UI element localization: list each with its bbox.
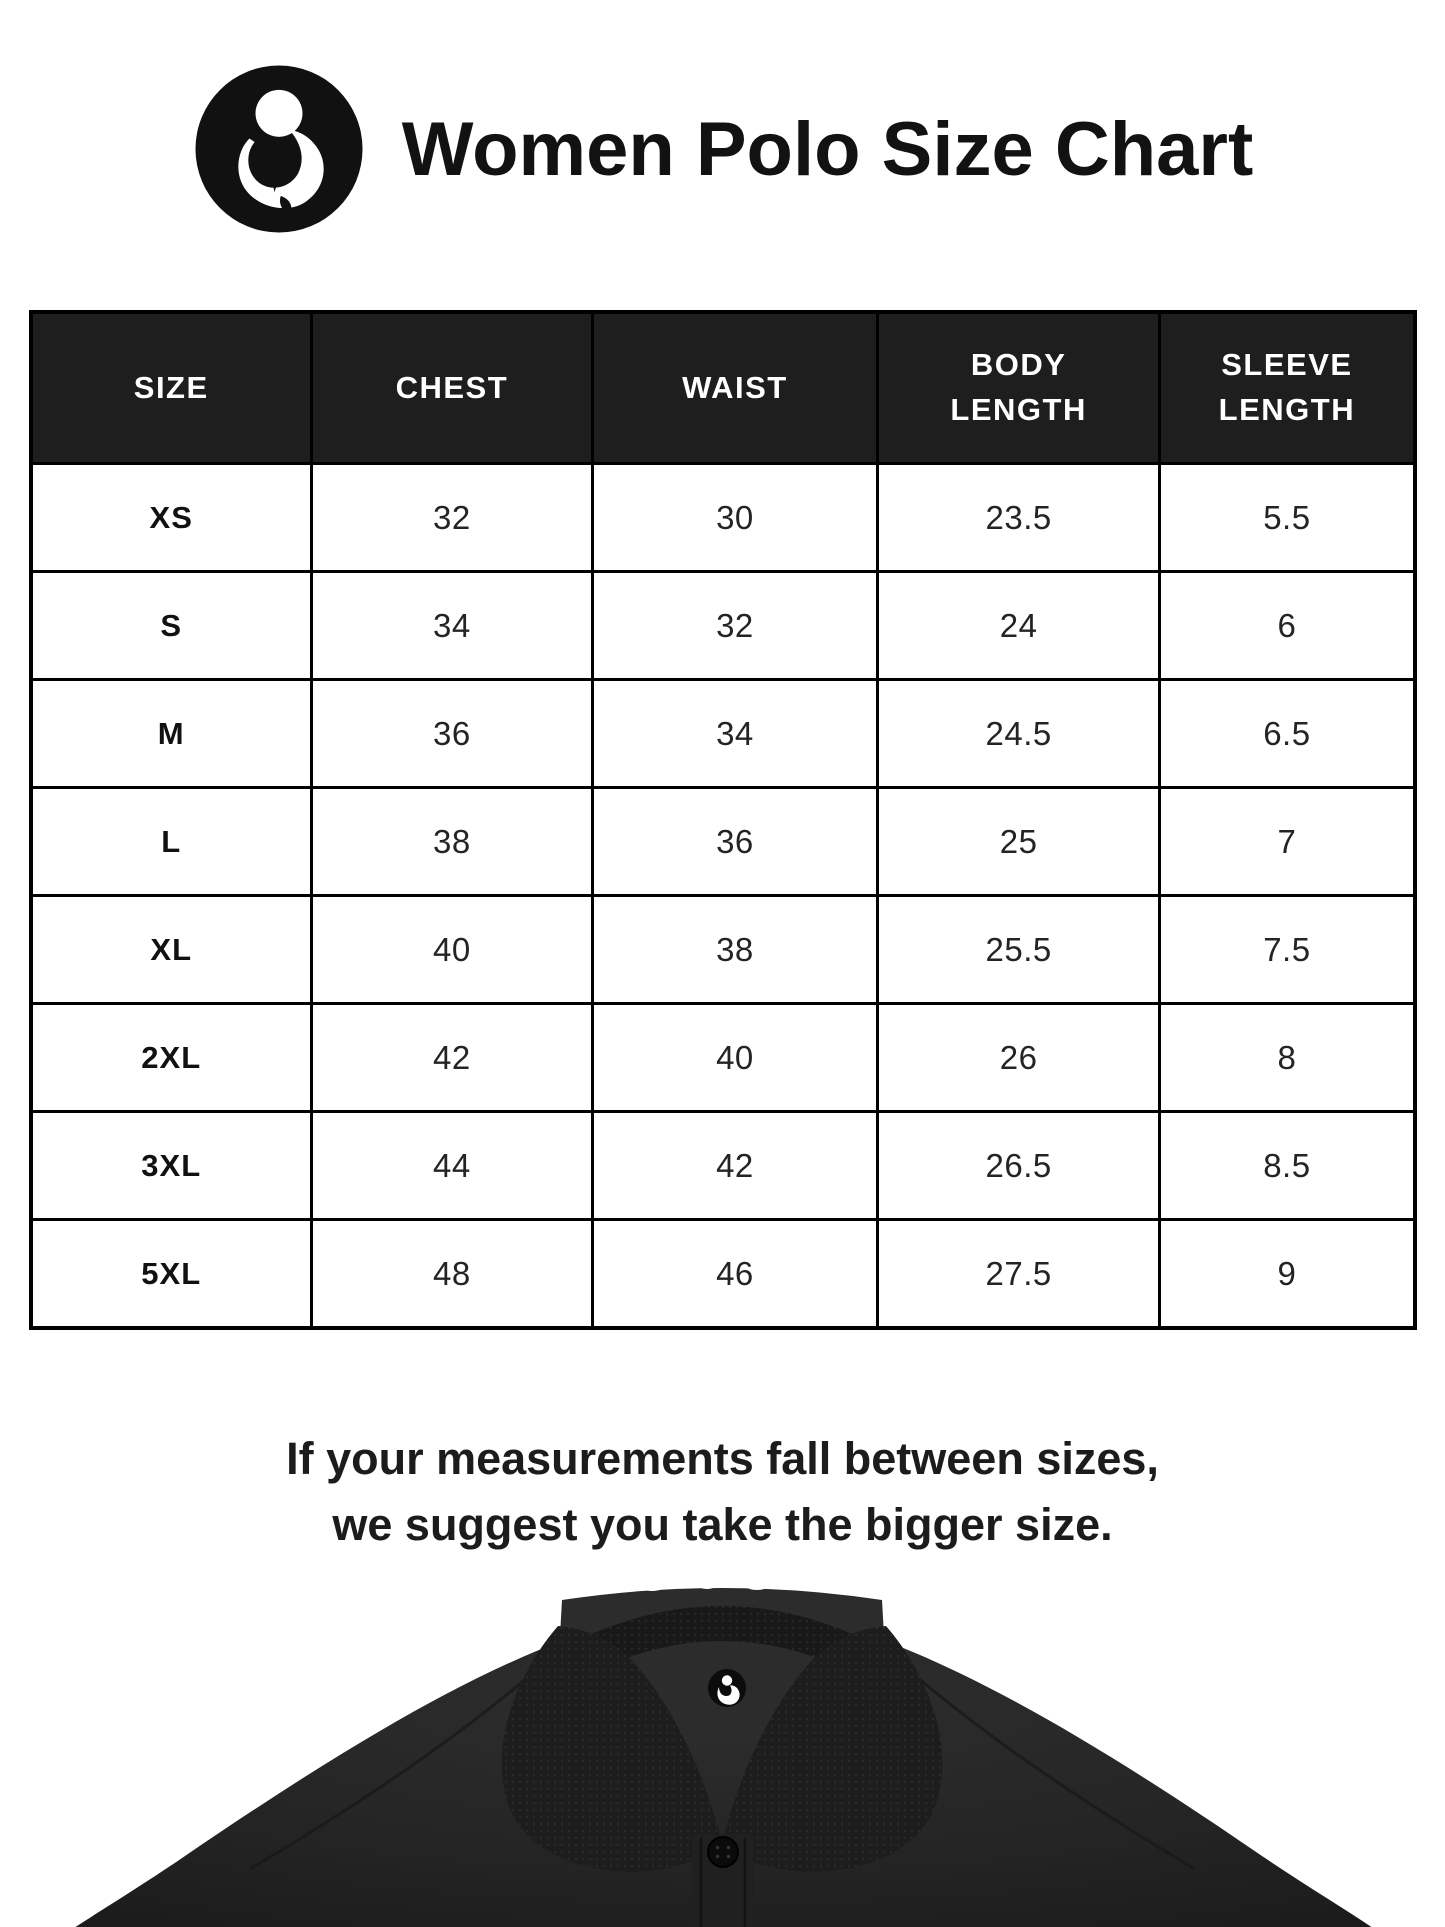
- chest-cell: 42: [311, 1004, 592, 1112]
- waist-cell: 36: [592, 788, 877, 896]
- body-length-cell: 26.5: [877, 1112, 1159, 1220]
- chest-cell: 44: [311, 1112, 592, 1220]
- sleeve-length-cell: 5.5: [1160, 464, 1415, 572]
- sleeve-length-cell: 6: [1160, 572, 1415, 680]
- body-length-cell: 27.5: [877, 1220, 1159, 1329]
- sizing-note-line1: If your measurements fall between sizes,: [286, 1433, 1159, 1484]
- body-length-cell: 25: [877, 788, 1159, 896]
- size-cell: 3XL: [31, 1112, 312, 1220]
- waist-cell: 30: [592, 464, 877, 572]
- waist-cell: 38: [592, 896, 877, 1004]
- body-length-cell: 24: [877, 572, 1159, 680]
- table-row: [31, 572, 1415, 680]
- column-header-sleeve-length: SLEEVE LENGTH: [1160, 312, 1415, 464]
- body-length-cell: 24.5: [877, 680, 1159, 788]
- sleeve-length-cell: 8.5: [1160, 1112, 1415, 1220]
- size-cell: 5XL: [31, 1220, 312, 1329]
- header-row: [31, 312, 1415, 464]
- table-row: [31, 680, 1415, 788]
- size-cell: L: [31, 788, 312, 896]
- chest-cell: 36: [311, 680, 592, 788]
- table-header: [31, 312, 1415, 464]
- chest-cell: 48: [311, 1220, 592, 1329]
- body-length-cell: 26: [877, 1004, 1159, 1112]
- waist-cell: 34: [592, 680, 877, 788]
- table-row: [31, 788, 1415, 896]
- table-row: [31, 464, 1415, 572]
- table-row: [31, 896, 1415, 1004]
- waist-cell: 46: [592, 1220, 877, 1329]
- column-header-chest: CHEST: [311, 312, 592, 464]
- body-length-cell: 23.5: [877, 464, 1159, 572]
- chest-cell: 40: [311, 896, 592, 1004]
- sleeve-length-cell: 8: [1160, 1004, 1415, 1112]
- waist-cell: 32: [592, 572, 877, 680]
- size-cell: XS: [31, 464, 312, 572]
- page-header: [0, 0, 1445, 238]
- brand-logo-icon: [192, 62, 366, 236]
- size-cell: XL: [31, 896, 312, 1004]
- collar-logo-patch: [708, 1669, 746, 1707]
- sleeve-length-cell: 9: [1160, 1220, 1415, 1329]
- column-header-waist: WAIST: [592, 312, 877, 464]
- chest-cell: 38: [311, 788, 592, 896]
- size-chart-table: [29, 310, 1417, 1330]
- size-cell: S: [31, 572, 312, 680]
- body-length-cell: 25.5: [877, 896, 1159, 1004]
- table-row: [31, 1004, 1415, 1112]
- table-body: [31, 464, 1415, 1329]
- size-cell: 2XL: [31, 1004, 312, 1112]
- waist-cell: 40: [592, 1004, 877, 1112]
- shirt-button: [708, 1837, 738, 1867]
- polo-shirt-image: [0, 1584, 1445, 1927]
- column-header-body-length: BODY LENGTH: [877, 312, 1159, 464]
- waist-cell: 42: [592, 1112, 877, 1220]
- sizing-note: [0, 1426, 1445, 1558]
- sleeve-length-cell: 6.5: [1160, 680, 1415, 788]
- table-row: [31, 1220, 1415, 1329]
- page-title: Women Polo Size Chart: [401, 106, 1254, 192]
- chest-cell: 34: [311, 572, 592, 680]
- sleeve-length-cell: 7: [1160, 788, 1415, 896]
- sizing-note-line2: we suggest you take the bigger size.: [332, 1499, 1113, 1550]
- table-row: [31, 1112, 1415, 1220]
- chest-cell: 32: [311, 464, 592, 572]
- size-cell: M: [31, 680, 312, 788]
- column-header-size: SIZE: [31, 312, 312, 464]
- sleeve-length-cell: 7.5: [1160, 896, 1415, 1004]
